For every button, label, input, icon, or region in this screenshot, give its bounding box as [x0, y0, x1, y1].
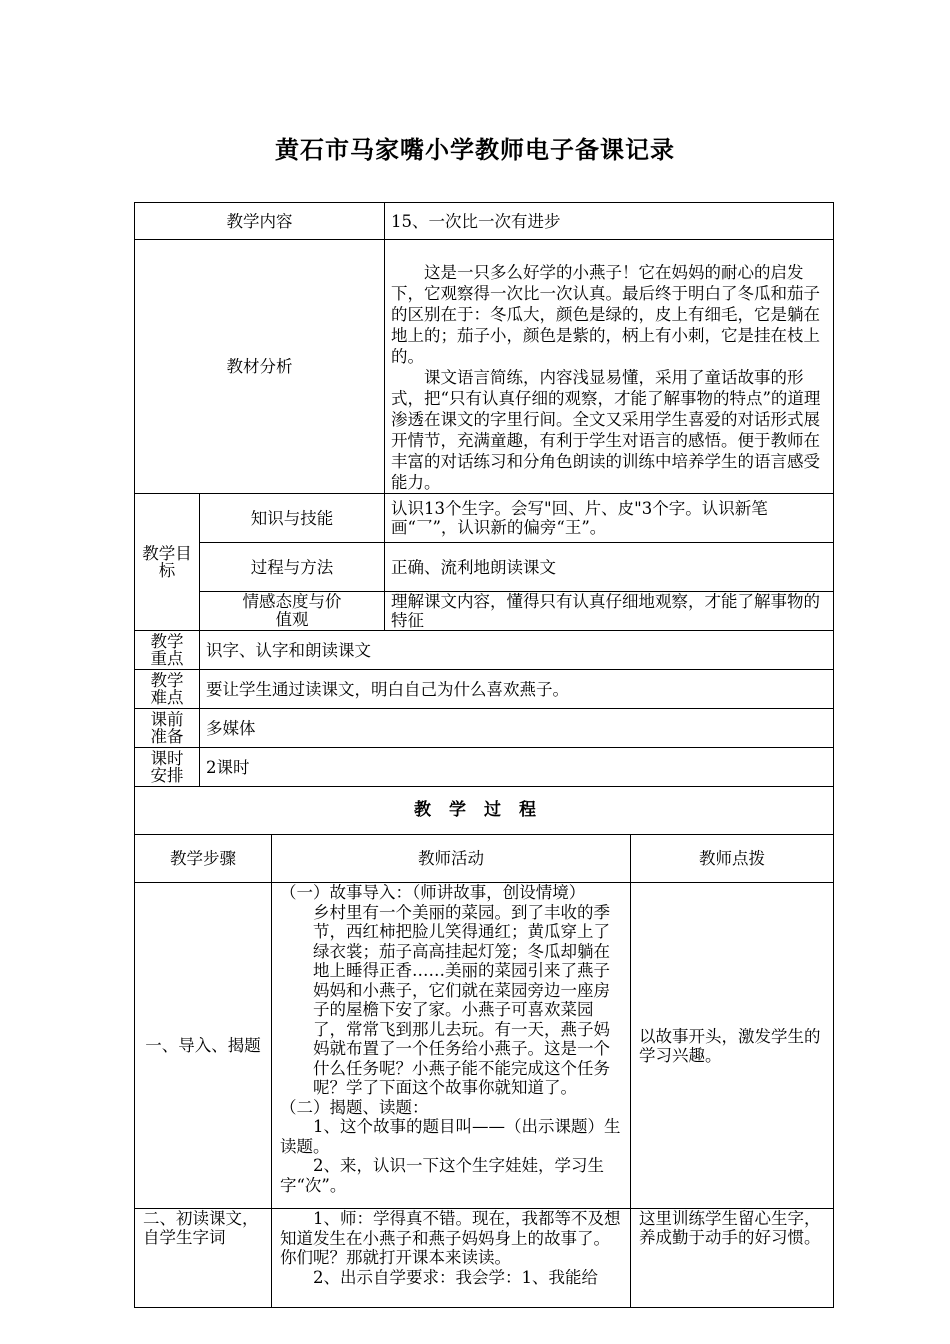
process-title: 教学过程 — [135, 787, 834, 835]
activity-line: （一）故事导入：（师讲故事，创设情境） — [280, 883, 586, 902]
lesson-plan-table — [134, 202, 834, 1308]
step-label: 二、初读课文，自学生字词 — [135, 1209, 272, 1308]
page-title: 黄石市马家嘴小学教师电子备课记录 — [275, 135, 675, 164]
goal-value: 认识13个生字。会写"回、片、皮"3个字。认识新笔画“乛”，认识新的偏旁“王”。 — [385, 494, 834, 543]
header-activity: 教师活动 — [272, 835, 631, 883]
activity-line: （二）揭题、读题： — [280, 1097, 429, 1117]
activity-line: 2、出示自学要求：我会学：1、我能给 — [313, 1267, 598, 1287]
analysis-label: 教材分析 — [135, 240, 385, 494]
key-point-value: 识字、认字和朗读课文 — [200, 631, 834, 670]
preparation-row — [135, 709, 834, 748]
schedule-value: 2课时 — [200, 748, 834, 787]
goals-label: 教学目标 — [135, 494, 200, 631]
content-value: 15、一次比一次有进步 — [385, 203, 834, 240]
goal-label: 情感态度与价值观 — [200, 592, 385, 631]
analysis-row — [135, 240, 834, 494]
goal-row — [135, 592, 834, 631]
step-row — [135, 1209, 834, 1308]
header-step: 教学步骤 — [135, 835, 272, 883]
header-tip: 教师点拨 — [631, 835, 834, 883]
process-title-row — [135, 787, 834, 835]
content-label: 教学内容 — [135, 203, 385, 240]
activity-line: 1、师：学得真不错。现在，我都等不及想知道发生在小燕子和燕子妈妈身上的故事了。你们呢？那就打开课本来读读。 — [280, 1209, 621, 1267]
goal-value: 正确、流利地朗读课文 — [385, 543, 834, 592]
activity-line: 1、这个故事的题目叫——（出示课题）生读题。 — [280, 1117, 621, 1156]
difficulty-value: 要让学生通过读课文，明白自己为什么喜欢燕子。 — [200, 670, 834, 709]
difficulty-row — [135, 670, 834, 709]
process-header-row — [135, 835, 834, 883]
analysis-paragraph: 这是一只多么好学的小燕子！它在妈妈的耐心的启发下，它观察得一次比一次认真。最后终于明白了冬瓜和茄子的区别在于：冬瓜大，颜色是绿的，皮上有细毛，它是躺在地上的；茄子小，颜色是紫的，柄上有小刺，它是挂在枝上的。 — [391, 263, 821, 366]
activity-line: 2、来，认识一下这个生字娃娃，学习生字“次”。 — [280, 1156, 604, 1195]
difficulty-label: 教学难点 — [135, 670, 200, 709]
goal-label: 知识与技能 — [200, 494, 385, 543]
step-activity — [272, 883, 631, 1209]
step-tip: 这里训练学生留心生字，养成勤于动手的好习惯。 — [631, 1209, 834, 1308]
schedule-row — [135, 748, 834, 787]
step-activity — [272, 1209, 631, 1308]
goal-row — [135, 494, 834, 543]
analysis-text — [385, 240, 834, 494]
schedule-label: 课时安排 — [135, 748, 200, 787]
key-point-row — [135, 631, 834, 670]
step-tip: 以故事开头，激发学生的学习兴趣。 — [631, 883, 834, 1209]
key-point-label: 教学重点 — [135, 631, 200, 670]
analysis-paragraph: 课文语言简练，内容浅显易懂，采用了童话故事的形式，把“只有认真仔细的观察，才能了解事物的特点”的道理渗透在课文的字里行间。全文又采用学生喜爱的对话形式展开情节，充满童趣，有利于学生对语言的感悟。便于教师在丰富的对话练习和分角色朗读的训练中培养学生的语言感受能力。 — [391, 368, 821, 492]
activity-paragraph: 乡村里有一个美丽的菜园。到了丰收的季节，西红柿把脸儿笑得通红；黄瓜穿上了绿衣裳；茄子高高挂起灯笼；冬瓜却躺在地上睡得正香……美丽的菜园引来了燕子妈妈和小燕子，它们就在菜园旁边一座房子的屋檐下安了家。小燕子可喜欢菜园了，常常飞到那儿去玩。有一天，燕子妈妈就布置了一个任务给小燕子。这是一个什么任务呢？小燕子能不能完成这个任务呢？学了下面这个故事你就知道了。 — [313, 902, 610, 1097]
preparation-value: 多媒体 — [200, 709, 834, 748]
goal-label: 过程与方法 — [200, 543, 385, 592]
step-label: 一、导入、揭题 — [135, 883, 272, 1209]
goal-row — [135, 543, 834, 592]
preparation-label: 课前准备 — [135, 709, 200, 748]
content-row — [135, 203, 834, 240]
step-row — [135, 883, 834, 1209]
goal-value: 理解课文内容，懂得只有认真仔细地观察，才能了解事物的特征 — [385, 592, 834, 631]
